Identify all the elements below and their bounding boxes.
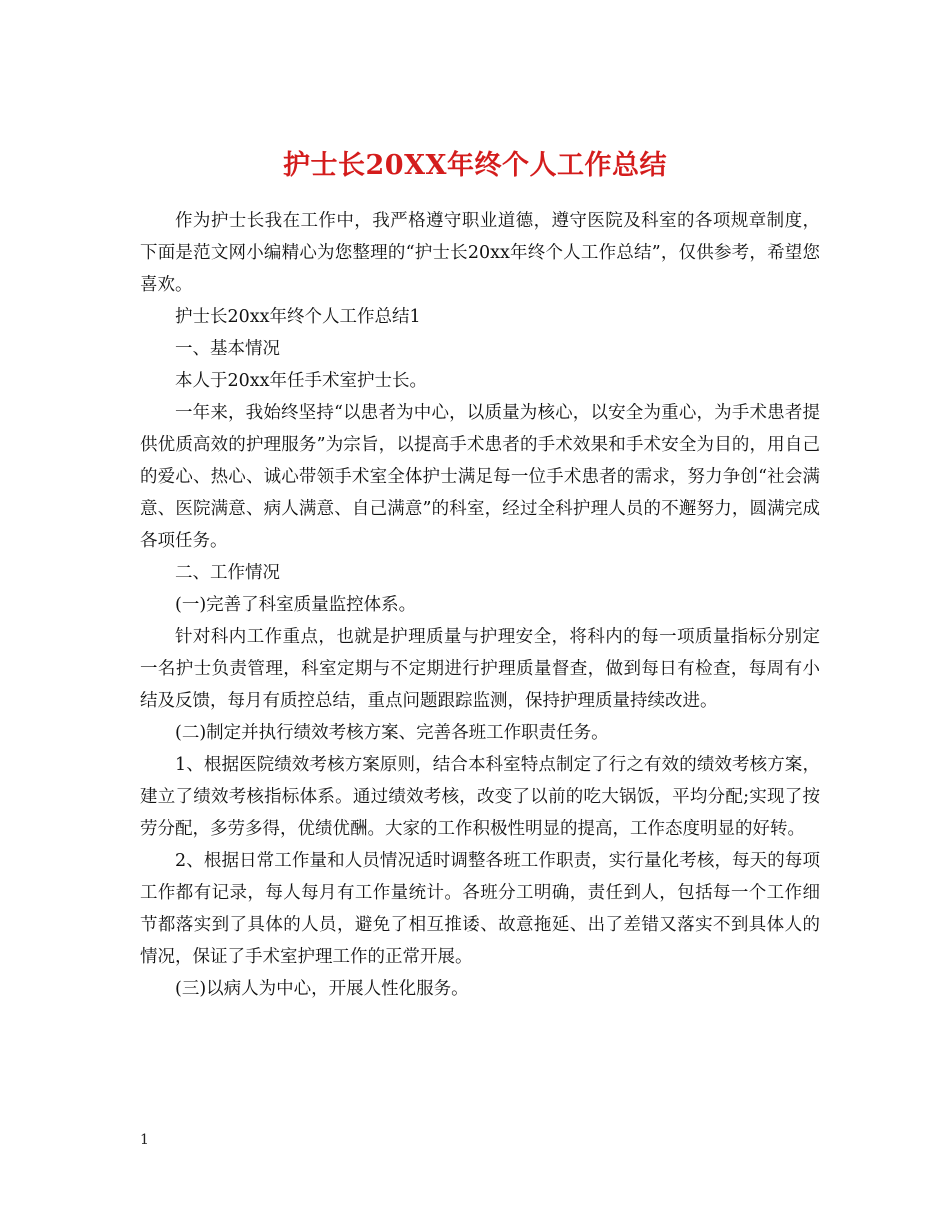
paragraph: 1、根据医院绩效考核方案原则，结合本科室特点制定了行之有效的绩效考核方案，建立了绩效考核指标体系。通过绩效考核，改变了以前的吃大锅饭，平均分配;实现了按劳分配，多劳多得，优绩优酬。大家的工作积极性明显的提高，工作态度明显的好转。 (140, 755, 820, 839)
subheading-work-situation: 二、工作情况 (175, 563, 280, 583)
document-body (140, 205, 820, 1005)
intro-paragraph: 作为护士长我在工作中，我严格遵守职业道德，遵守医院及科室的各项规章制度，下面是范文网小编精心为您整理的“护士长20xx年终个人工作总结”，仅供参考，希望您喜欢。 (140, 211, 820, 295)
page-number: 1 (140, 1132, 149, 1148)
subheading-quality-system: (一)完善了科室质量监控体系。 (175, 595, 417, 615)
paragraph: 一年来，我始终坚持“以患者为中心，以质量为核心，以安全为重心，为手术患者提供优质高效的护理服务”为宗旨，以提高手术患者的手术效果和手术安全为目的，用自己的爱心、热心、诚心带领手术室全体护士满足每一位手术患者的需求，努力争创“社会满意、医院满意、病人满意、自己满意”的科室，经过全科护理人员的不邂努力，圆满完成各项任务。 (140, 403, 820, 551)
paragraph: 2、根据日常工作量和人员情况适时调整各班工作职责，实行量化考核，每天的每项工作都有记录，每人每月有工作量统计。各班分工明确，责任到人，包括每一个工作细节都落实到了具体的人员，避免了相互推诿、故意拖延、出了差错又落实不到具体人的情况，保证了手术室护理工作的正常开展。 (140, 851, 820, 967)
subheading-performance: (二)制定并执行绩效考核方案、完善各班工作职责任务。 (175, 723, 609, 743)
paragraph: 本人于20xx年任手术室护士长。 (175, 371, 428, 391)
subheading-humanized-service: (三)以病人为中心，开展人性化服务。 (175, 979, 469, 999)
subheading-basic-situation: 一、基本情况 (175, 339, 280, 359)
document-title: 护士长20XX年终个人工作总结 (283, 150, 667, 182)
section-heading: 护士长20xx年终个人工作总结1 (175, 307, 421, 327)
paragraph: 针对科内工作重点，也就是护理质量与护理安全，将科内的每一项质量指标分别定一名护士负责管理，科室定期与不定期进行护理质量督查，做到每日有检查，每周有小结及反馈，每月有质控总结，重点问题跟踪监测，保持护理质量持续改进。 (140, 627, 820, 711)
